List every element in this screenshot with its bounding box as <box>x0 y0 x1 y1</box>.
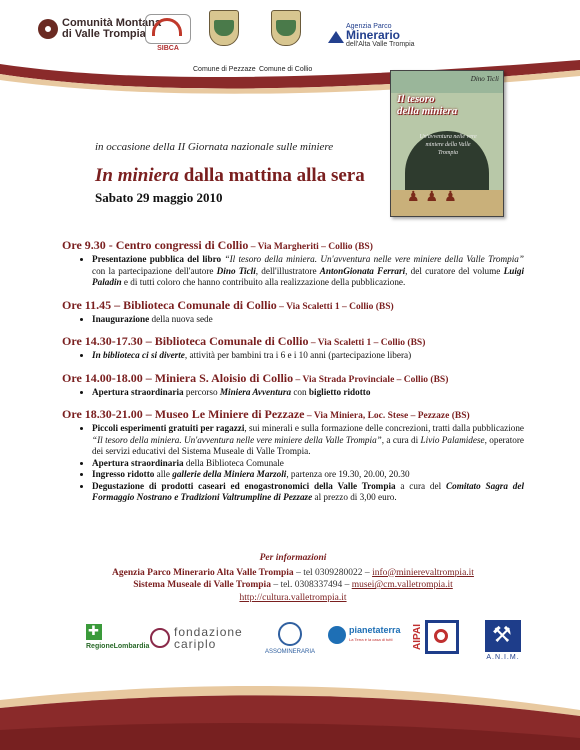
sibca-label: SIBCA <box>157 45 179 52</box>
program <box>62 238 524 513</box>
parco-line1: Agenzia Parco <box>346 23 392 30</box>
bottom-swoosh <box>0 660 580 750</box>
intro-text: in occasione della II Giornata nazionale sulle miniere <box>95 141 334 153</box>
collio-crest-icon <box>271 10 301 46</box>
event-heading: Ore 11.45 – Biblioteca Comunale di Collio – Via Scaletti 1 – Collio (BS) <box>62 297 394 312</box>
cariplo-icon <box>150 628 170 648</box>
list-item: • Apertura straordinaria percorso Miniera Avventura con biglietto ridotto <box>92 387 524 399</box>
assomineraria-logo: ASSOMINERARIA <box>265 622 315 655</box>
pezzaze-label: Comune di Pezzaze <box>193 66 256 73</box>
list-item: • Apertura straordinaria della Biblioteca Comunale <box>92 458 524 470</box>
list-item: • Piccoli esperimenti gratuiti per ragazzi, sui minerali e sulla formazione delle concrezioni, tratti dalla pubblicazione “Il tesoro della miniera. Un'avventura nelle vere miniere della Valle Trompia”, a cura di Livio Palamidese, operatore dei servizi educativi del Sistema Museale di Valle Trompia. <box>92 423 524 458</box>
contact-parco: Agenzia Parco Minerario Alta Valle Trompia – tel 0309280022 – info@minierevaltrompia.it <box>112 567 474 578</box>
list-item: • Inaugurazione della nuova sede <box>92 314 524 326</box>
list-item: • Ingresso ridotto alle gallerie della Miniera Marzoli, partenza ore 19.30, 20.00, 20.30 <box>92 469 524 481</box>
collio-label: Comune di Collio <box>259 66 313 73</box>
email-link-musei[interactable]: musei@cm.valletrompia.it <box>351 580 453 590</box>
globe-icon <box>328 626 346 644</box>
event-5 <box>62 407 524 504</box>
email-link-parco[interactable]: info@minierevaltrompia.it <box>372 567 474 578</box>
website-link[interactable]: http://cultura.valletrompia.it <box>239 592 347 603</box>
pezzaze-crest-icon <box>209 10 239 46</box>
event-heading: Ore 18.30-21.00 – Museo Le Miniere di Pezzaze – Via Miniera, Loc. Stese – Pezzaze (BS) <box>62 407 470 421</box>
event-heading: Ore 14.00-18.00 – Miniera S. Aloisio di Collio – Via Strada Provinciale – Collio (BS) <box>62 370 449 385</box>
aipai-icon <box>425 620 459 654</box>
book-title: Il tesoro della miniera <box>397 93 458 117</box>
event-heading: Ore 14.30-17.30 – Biblioteca Comunale di Collio – Via Scaletti 1 – Collio (BS) <box>62 334 426 348</box>
event-3 <box>62 334 524 362</box>
sibca-icon <box>145 14 191 44</box>
comunita-montana-icon <box>38 19 58 39</box>
list-item: • Presentazione pubblica del libro “Il tesoro della miniera. Un'avventura nelle vere miniere della Valle Trompia” con la partecipazione dell'autore Dino Ticli, dell'illustratore AntonGionata Ferrari, del curatore del volume Luigi Paladin e di tutti coloro che hanno contribuito alla realizzazione della pubblicazione. <box>92 254 524 289</box>
hammers-icon <box>485 620 521 652</box>
event-heading: Ore 9.30 - Centro congressi di Collio – Via Margheriti – Collio (BS) <box>62 238 373 252</box>
contact-info <box>62 552 524 604</box>
book-cover <box>390 70 504 217</box>
event-2 <box>62 298 524 326</box>
mountain-icon <box>328 29 344 43</box>
regione-lombardia-logo: ✚ RegioneLombardia <box>86 624 149 650</box>
contact-museale: Sistema Museale di Valle Trompia – tel. 0308337494 – musei@cm.valletrompia.it <box>133 580 453 590</box>
pianeta-terra-logo: pianetaterra La Terra è la casa di tutti <box>328 626 401 644</box>
comunita-montana-line2: di Valle Trompia <box>62 28 146 40</box>
aipai-logo: AIPAI <box>412 620 459 654</box>
event-1 <box>62 238 524 289</box>
comunita-montana-line1: Comunità Montana <box>62 17 161 29</box>
event-date: Sabato 29 maggio 2010 <box>95 190 223 205</box>
lombardia-icon <box>86 624 102 640</box>
page-title: In miniera dalla mattina alla sera <box>95 165 365 186</box>
book-subtitle: Un'avventura nelle vere miniere della Valle Trompia <box>419 134 477 156</box>
event-4 <box>62 371 524 399</box>
parco-line2: Minerario <box>346 28 401 42</box>
assomineraria-icon <box>278 622 302 646</box>
list-item: • In biblioteca ci si diverte, attività per bambini tra i 6 e i 10 anni (partecipazione libera) <box>92 350 524 362</box>
miners-illustration: ♟♟♟ <box>407 190 463 205</box>
book-author: Dino Ticli <box>470 75 499 83</box>
parco-line3: dell'Alta Valle Trompia <box>346 41 415 48</box>
list-item: • Degustazione di prodotti caseari ed enogastronomici della Valle Trompia a cura del Comitato Sagra del Formaggio Nostrano e Tradizioni Valtrumpline di Pezzaze al prezzo di 3,00 euro. <box>92 481 524 504</box>
parco-minerario-logo <box>328 22 415 49</box>
fondazione-cariplo-logo: fondazione cariplo <box>150 626 243 650</box>
comunita-montana-logo <box>38 18 161 40</box>
info-heading: Per informazioni <box>259 553 327 563</box>
anim-logo: ⚒ A.N.I.M. <box>485 620 521 661</box>
sibca-logo <box>145 14 191 52</box>
